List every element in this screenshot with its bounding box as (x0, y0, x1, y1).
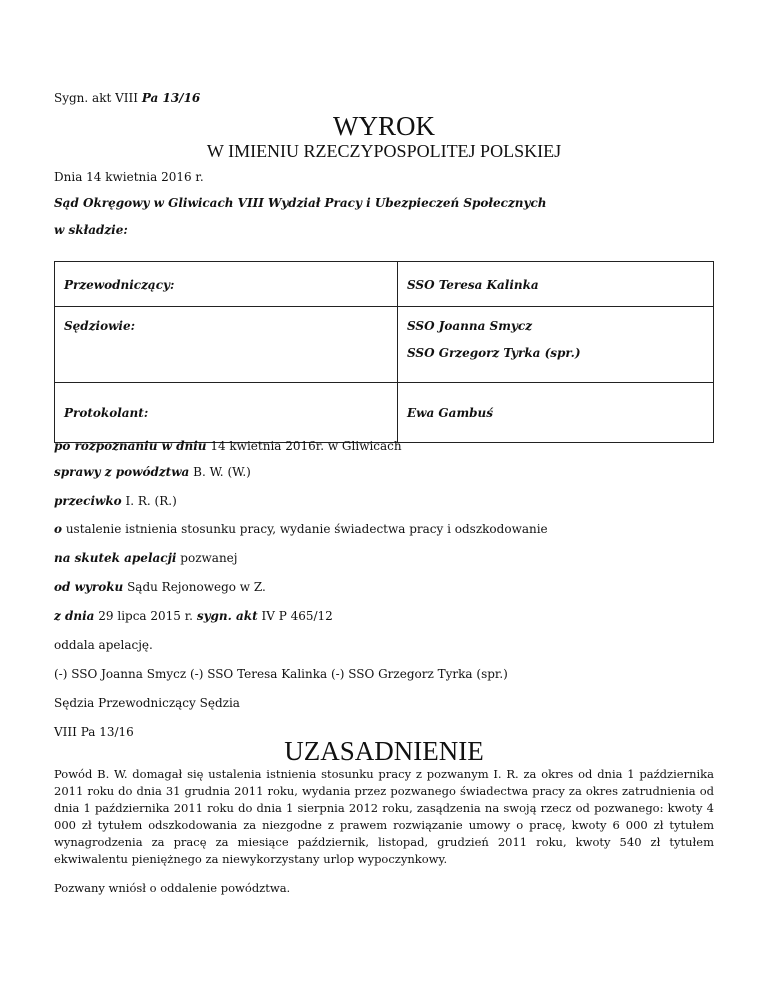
against-label: przeciwko (54, 494, 122, 508)
decision-text: oddala apelację. (54, 638, 153, 652)
hearing-line (54, 438, 402, 454)
panel-cell (398, 383, 714, 443)
composition-label: w składzie: (54, 223, 128, 237)
justification-paragraph: Powód B. W. domagał się ustalenia istnienia stosunku pracy z pozwanym I. R. za okres od dnia 1 października 2011 roku do dnia 31 grudnia 2011 roku, wydania przez pozwanego świadectwa pracy za okres zatrudnienia od dnia 1 października 2011 roku do dnia 1 sierpnia 2012 roku, zasądzenia na swoją rzecz od pozwanego: kwoty 4 000 zł tytułem odszkodowania za niezgodne z prawem rozwiązanie umowy o pracę, kwoty 6 000 zł tytułem wynagrodzenia za pracę za miesiące październik, listopad, grudzień 2011 roku, kwoty 540 zł tytułem ekwiwalentu pieniężnego za niewykorzystany urlop wypoczynkowy. (54, 767, 714, 866)
judgment-sygn-label: sygn. akt (196, 609, 258, 623)
judgment-title: WYROK (333, 111, 435, 141)
from-judgment-value: Sądu Rejonowego w Z. (123, 580, 266, 594)
justification-title: UZASADNIENIE (284, 736, 484, 766)
appeal-value: pozwanej (176, 551, 238, 565)
court-name: Sąd Okręgowy w Gliwicach VIII Wydział Pracy i Ubezpieczeń Społecznych (54, 196, 547, 210)
clerk-name: Ewa Gambuś (407, 406, 494, 420)
judgment-date-value: 29 lipca 2015 r. (94, 609, 197, 623)
subject-value: ustalenie istnienia stosunku pracy, wydanie świadectwa pracy i odszkodowanie (62, 522, 548, 536)
panel-cell (398, 307, 714, 383)
panel-cell (55, 262, 398, 307)
signatures-line: (-) SSO Joanna Smycz (-) SSO Teresa Kalinka (-) SSO Grzegorz Tyrka (spr.) (54, 667, 508, 681)
from-judgment-label: od wyroku (54, 580, 124, 594)
judge-name: SSO Joanna Smycz (407, 319, 533, 333)
case-signature-prefix: Sygn. akt VIII (54, 91, 138, 105)
judgment-date: Dnia 14 kwietnia 2016 r. (54, 170, 204, 184)
appeal-label: na skutek apelacji (54, 551, 177, 565)
judgment-date-label: z dnia (54, 609, 95, 623)
panel-cell (398, 262, 714, 307)
subject-line (54, 521, 548, 537)
hearing-label: po rozpoznaniu w dniu (54, 439, 207, 453)
chair-name: SSO Teresa Kalinka (407, 278, 539, 292)
case-signature-value: Pa 13/16 (141, 91, 201, 105)
against-value: I. R. (R.) (121, 494, 177, 508)
case-reference: VIII Pa 13/16 (54, 725, 134, 739)
hearing-value: 14 kwietnia 2016r. w Gliwicach (206, 439, 402, 453)
chair-label: Przewodniczący: (64, 278, 175, 292)
from-judgment-line (54, 579, 266, 595)
claim-value: B. W. (W.) (189, 465, 251, 479)
judge-name: SSO Grzegorz Tyrka (spr.) (407, 346, 581, 360)
judgment-date-line (54, 608, 333, 624)
roles-line: Sędzia Przewodniczący Sędzia (54, 696, 240, 710)
judges-label: Sędziowie: (64, 319, 136, 333)
panel-cell (55, 307, 398, 383)
panel-table (54, 261, 714, 443)
against-line (54, 493, 177, 509)
panel-row-judges (55, 307, 714, 383)
panel-cell (55, 383, 398, 443)
justification-paragraph: Pozwany wniósł o oddalenie powództwa. (54, 881, 291, 895)
appeal-line (54, 550, 238, 566)
claim-line (54, 464, 251, 480)
clerk-label: Protokolant: (64, 406, 149, 420)
judgment-subtitle: W IMIENIU RZECZYPOSPOLITEJ POLSKIEJ (206, 141, 562, 161)
judgment-sygn-value: IV P 465/12 (257, 609, 333, 623)
case-signature (54, 90, 200, 106)
claim-label: sprawy z powództwa (54, 465, 190, 479)
panel-row-clerk (55, 383, 714, 443)
panel-row-chair (55, 262, 714, 307)
subject-label: o (54, 522, 63, 536)
